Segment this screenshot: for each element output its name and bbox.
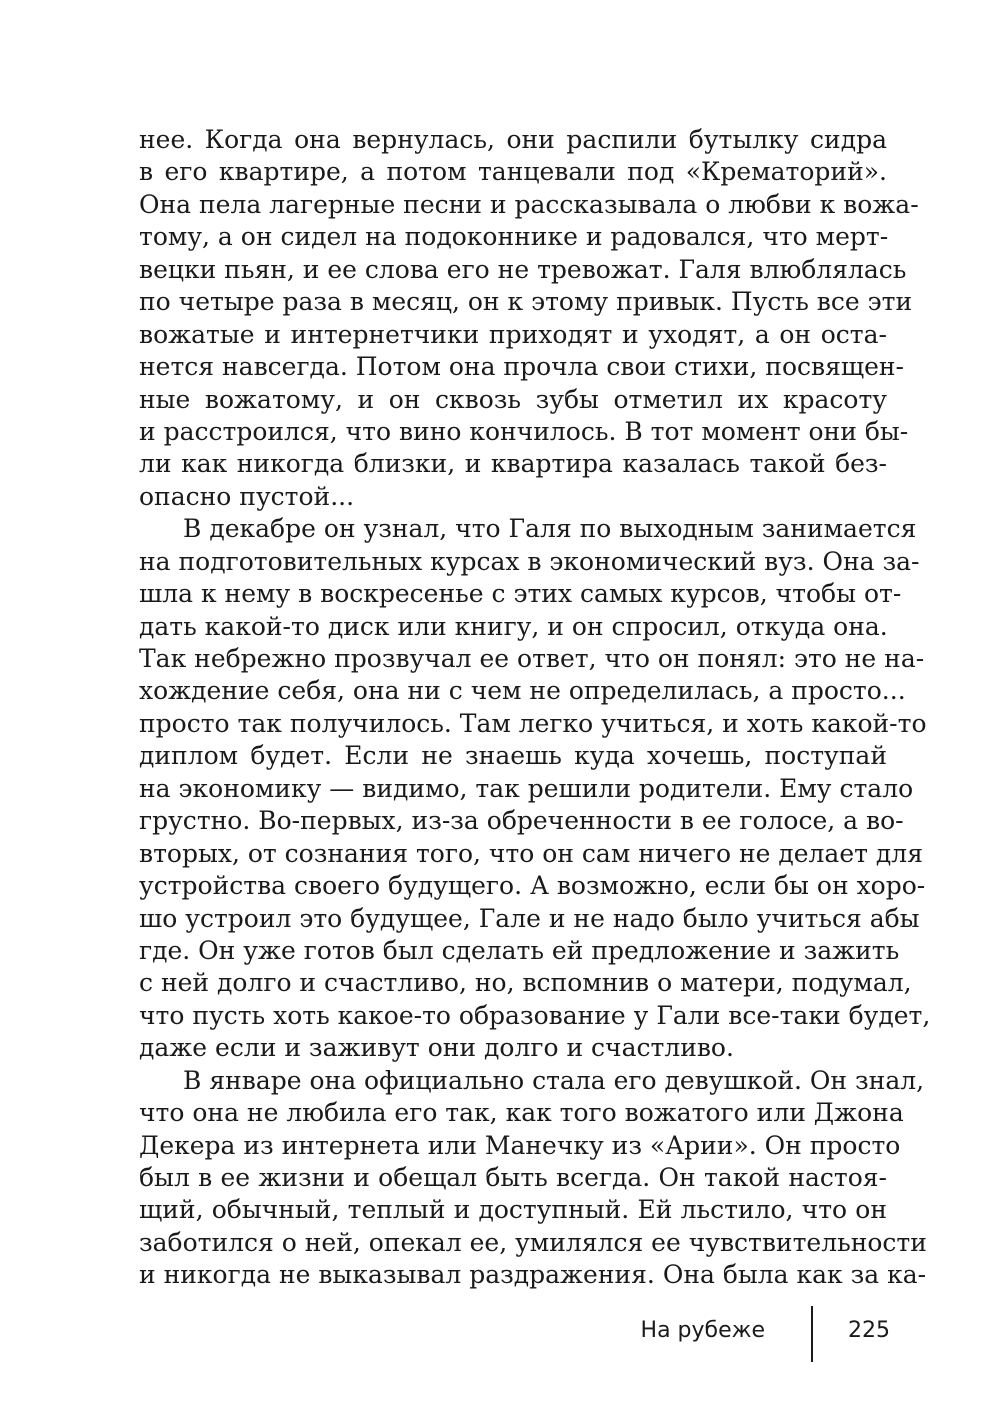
text-line: вецки пьян, и ее слова его не тревожат. Галя влюблялась: [139, 254, 907, 284]
text-line: заботился о ней, опекал ее, умилялся ее чувствительности: [139, 1227, 927, 1257]
text-line: по четыре раза в месяц, он к этому привык. Пусть все эти: [139, 287, 913, 317]
running-title: На рубеже: [640, 1318, 765, 1343]
text-line: вторых, от сознания того, что он сам ничего не делает для: [139, 838, 923, 868]
text-line: на экономику — видимо, так решили родители. Ему стало: [139, 773, 914, 803]
paragraph: [139, 124, 919, 513]
text-line: грустно. Во-первых, из-за обреченности в ее голосе, а во-: [139, 806, 904, 836]
text-line: с ней долго и счастливо, но, вспомнив о матери, подумал,: [139, 968, 912, 998]
text-line: В январе она официально стала его девушкой. Он знал,: [183, 1065, 925, 1095]
text-line: ли как никогда близки, и квартира казалась такой без-: [139, 449, 887, 479]
text-line: что пусть хоть какое-то образование у Гали все-таки будет,: [139, 1000, 931, 1030]
text-line: ные вожатому, и он сквозь зубы отметил их красоту: [139, 384, 887, 414]
text-line: на подготовительных курсах в экономический вуз. Она за-: [139, 546, 920, 576]
text-line: в его квартире, а потом танцевали под «Крематорий».: [139, 157, 887, 187]
text-line: Она пела лагерные песни и рассказывала о любви к вожа-: [139, 189, 919, 219]
text-line: даже если и заживут они долго и счастливо.: [139, 1033, 734, 1063]
paragraph: [139, 1065, 927, 1292]
text-line: Так небрежно прозвучал ее ответ, что он понял: это не на-: [139, 644, 925, 673]
text-line: шла к нему в воскресенье с этих самых курсов, чтобы от-: [139, 579, 902, 609]
text-line: где. Он уже готов был сделать ей предложение и зажить: [139, 935, 900, 965]
text-line: и никогда не выказывал раздражения. Она была как за ка-: [139, 1260, 927, 1290]
page-number: 225: [848, 1318, 890, 1343]
text-line: опасно пустой...: [139, 481, 355, 511]
text-line: нее. Когда она вернулась, они распили бутылку сидра: [139, 125, 887, 154]
text-line: нется навсегда. Потом она прочла свои стихи, посвящен-: [139, 352, 905, 382]
body-text: [139, 124, 931, 1292]
text-line: был в ее жизни и обещал быть всегда. Он такой настоя-: [139, 1163, 887, 1192]
text-line: шо устроил это будущее, Гале и не надо было учиться абы: [139, 903, 920, 933]
text-line: В декабре он узнал, что Галя по выходным занимается: [183, 514, 917, 544]
text-line: Декера из интернета или Манечку из «Арии». Он просто: [139, 1130, 901, 1160]
paragraph: [139, 513, 931, 1064]
text-line: щий, обычный, теплый и доступный. Ей льстило, что он: [139, 1195, 887, 1225]
text-line: просто так получилось. Там легко учиться, и хоть какой-то: [139, 708, 927, 738]
text-line: и расстроился, что вино кончилось. В тот момент они бы-: [139, 416, 909, 446]
text-line: что она не любила его так, как того вожатого или Джона: [139, 1098, 904, 1128]
text-line: вожатые и интернетчики приходят и уходят, а он оста-: [139, 319, 887, 349]
text-line: хождение себя, она ни с чем не определилась, а просто...: [139, 676, 906, 706]
text-line: тому, а он сидел на подоконнике и радовался, что мерт-: [139, 222, 889, 252]
text-line: устройства своего будущего. А возможно, если бы он хоро-: [139, 871, 926, 901]
text-line: дать какой-то диск или книгу, и он спросил, откуда она.: [139, 611, 888, 641]
footer-divider: [811, 1306, 813, 1362]
text-line: диплом будет. Если не знаешь куда хочешь, поступай: [139, 741, 887, 771]
